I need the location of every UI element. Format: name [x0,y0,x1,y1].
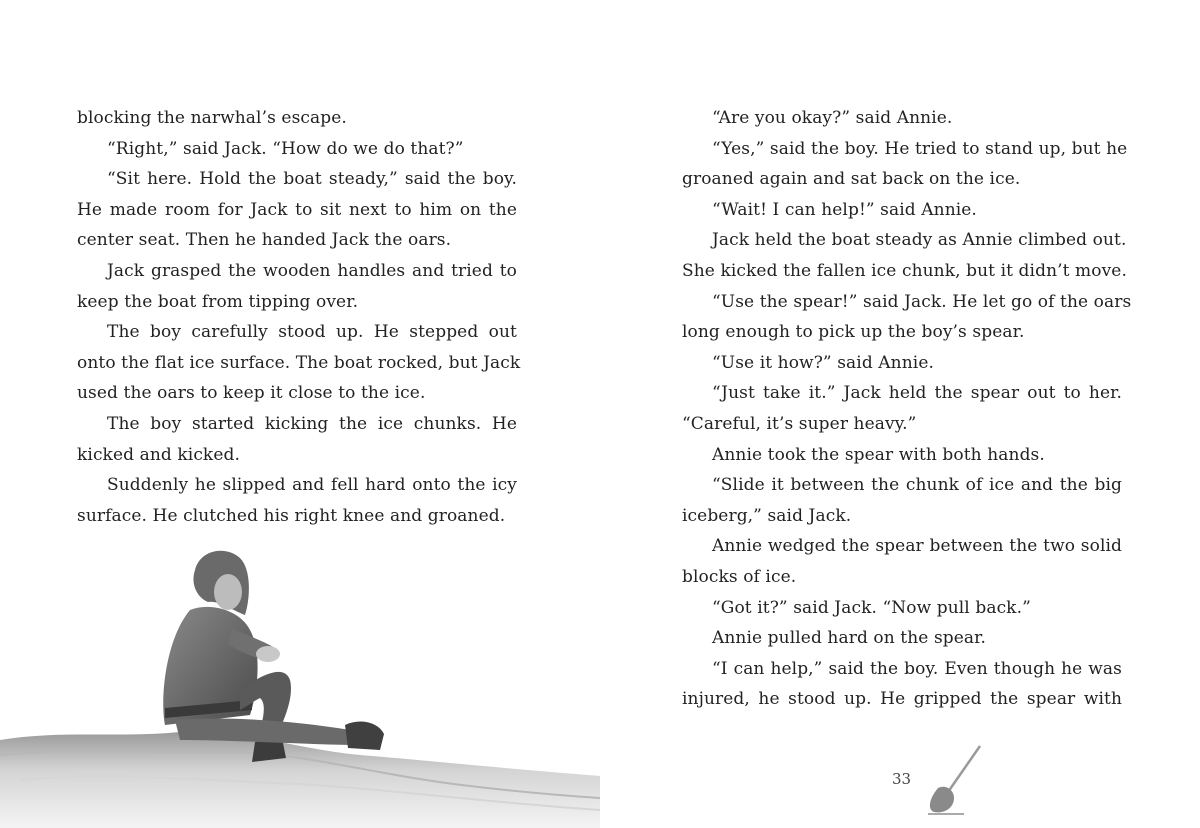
text-line: groaned again and sat back on the ice. [682,169,1021,190]
text-line: “Sit here. Hold the boat steady,” said the boy. [107,169,517,190]
text-line: blocks of ice. [682,566,797,587]
text-line: “Use the spear!” said Jack. He let go of the oars [712,291,1132,312]
text-line: Suddenly he slipped and fell hard onto the icy [107,475,517,496]
text-line: The boy started kicking the ice chunks. He [107,413,517,434]
right-page [600,0,1200,828]
text-line: “Yes,” said the boy. He tried to stand up, but he [712,138,1128,159]
text-line: “Slide it between the chunk of ice and the big [712,475,1122,496]
text-line: keep the boat from tipping over. [77,291,359,312]
text-line: “Are you okay?” said Annie. [712,108,953,128]
text-line: She kicked the fallen ice chunk, but it didn’t move. [682,260,1127,281]
text-line: Annie pulled hard on the spear. [712,628,987,649]
text-line: Annie wedged the spear between the two solid [712,536,1122,557]
text-line: He made room for Jack to sit next to him on the [77,199,517,220]
text-line: “Right,” said Jack. “How do we do that?” [107,138,464,159]
text-line: onto the flat ice surface. The boat rocked, but Jack [77,352,521,373]
text-line: “Careful, it’s super heavy.” [682,413,917,434]
text-line: Annie took the spear with both hands. [712,444,1045,465]
text-line: kicked and kicked. [77,444,240,465]
text-line: “I can help,” said the boy. Even though he was [712,658,1122,679]
page-number: 33 [892,770,912,788]
boy-on-ice-illustration [0,540,600,828]
narwhal-tusk-icon [910,740,990,820]
text-line: used the oars to keep it close to the ice. [77,383,426,404]
text-line: center seat. Then he handed Jack the oars. [77,230,452,251]
text-line: “Got it?” said Jack. “Now pull back.” [712,597,1031,618]
left-text-column [77,103,521,531]
text-line: Jack grasped the wooden handles and tried to [107,260,517,281]
text-line: iceberg,” said Jack. [682,505,852,526]
text-line: “Just take it.” Jack held the spear out to her. [712,383,1122,404]
text-line: “Use it how?” said Annie. [712,352,934,373]
text-line: Jack held the boat steady as Annie climbed out. [712,230,1127,251]
text-line: blocking the narwhal’s escape. [77,108,347,128]
text-line: The boy carefully stood up. He stepped out [107,322,517,343]
right-text-column [682,103,1132,715]
text-line: injured, he stood up. He gripped the spear with [682,689,1122,710]
text-line: “Wait! I can help!” said Annie. [712,199,977,220]
text-line: long enough to pick up the boy’s spear. [682,322,1025,343]
text-line: surface. He clutched his right knee and groaned. [77,505,506,526]
